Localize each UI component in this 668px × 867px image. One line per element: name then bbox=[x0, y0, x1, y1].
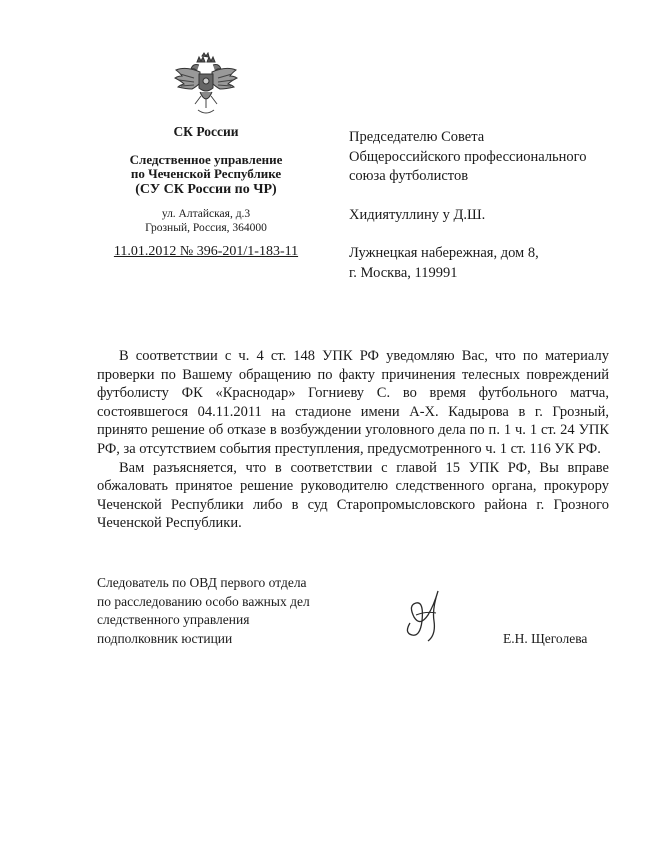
reference-number: 11.01.2012 № 396-201/1-183-11 bbox=[113, 244, 299, 259]
sender-addr-line2: Грозный, Россия, 364000 bbox=[145, 222, 267, 234]
recipient-line2: Общероссийского профессионального bbox=[349, 148, 587, 165]
recipient-name: Хидиятуллину у Д.Ш. bbox=[349, 206, 486, 223]
sender-dept-line2: по Чеченской Республике bbox=[130, 166, 282, 181]
recipient-line3: союза футболистов bbox=[349, 168, 469, 184]
body-paragraph-1: В соответствии с ч. 4 ст. 148 УПК РФ уведомляю Вас, что по материалу проверки по Вашему обращению по факту причинения телесных повреждений футболисту ФК «Краснодар» Гогниеву С. во время футбольного матча, состоявшегося 04.11.2011 на стадионе имени А-Х. Кадырова в г. Грозный, принято решение об отказе в возбуждении уголовного дела по п. 1 ч. 1 ст. 24 УПК РФ, за отсутствием события преступления, предусмотренного ч. 1 ст. 116 УК РФ. bbox=[97, 348, 609, 457]
double-headed-eagle-icon bbox=[170, 52, 242, 122]
recipient-addr-line2: г. Москва, 119991 bbox=[349, 264, 458, 281]
letter-body bbox=[97, 347, 609, 533]
signer-name: Е.Н. Щеголева bbox=[503, 631, 588, 646]
signature-icon bbox=[398, 585, 448, 655]
recipient-block bbox=[349, 128, 649, 283]
signer-rank: подполковник юстиции bbox=[97, 631, 233, 646]
body-paragraph-2: Вам разъясняется, что в соответствии с главой 15 УПК РФ, Вы вправе обжаловать принятое решение руководителю следственного органа, прокурору Чеченской Республики либо в суд Старопромысловского района г. Грозного Чеченской Республики. bbox=[97, 459, 609, 532]
signer-line3: следственного управления bbox=[97, 612, 250, 627]
signer-title bbox=[97, 574, 397, 630]
signer-line2: по расследованию особо важных дел bbox=[97, 593, 310, 609]
signer-line1: Следователь по ОВД первого отдела bbox=[97, 575, 307, 590]
sender-block bbox=[100, 124, 312, 261]
sender-abbr: (СУ СК России по ЧР) bbox=[135, 182, 277, 197]
recipient-line1: Председателю Совета bbox=[349, 129, 485, 145]
recipient-addr-line1: Лужнецкая набережная, дом 8, bbox=[349, 245, 539, 261]
sender-org: СК России bbox=[173, 124, 239, 139]
sender-addr-line1: ул. Алтайская, д.3 bbox=[161, 208, 251, 220]
sender-dept-line1: Следственное управление bbox=[129, 152, 283, 167]
